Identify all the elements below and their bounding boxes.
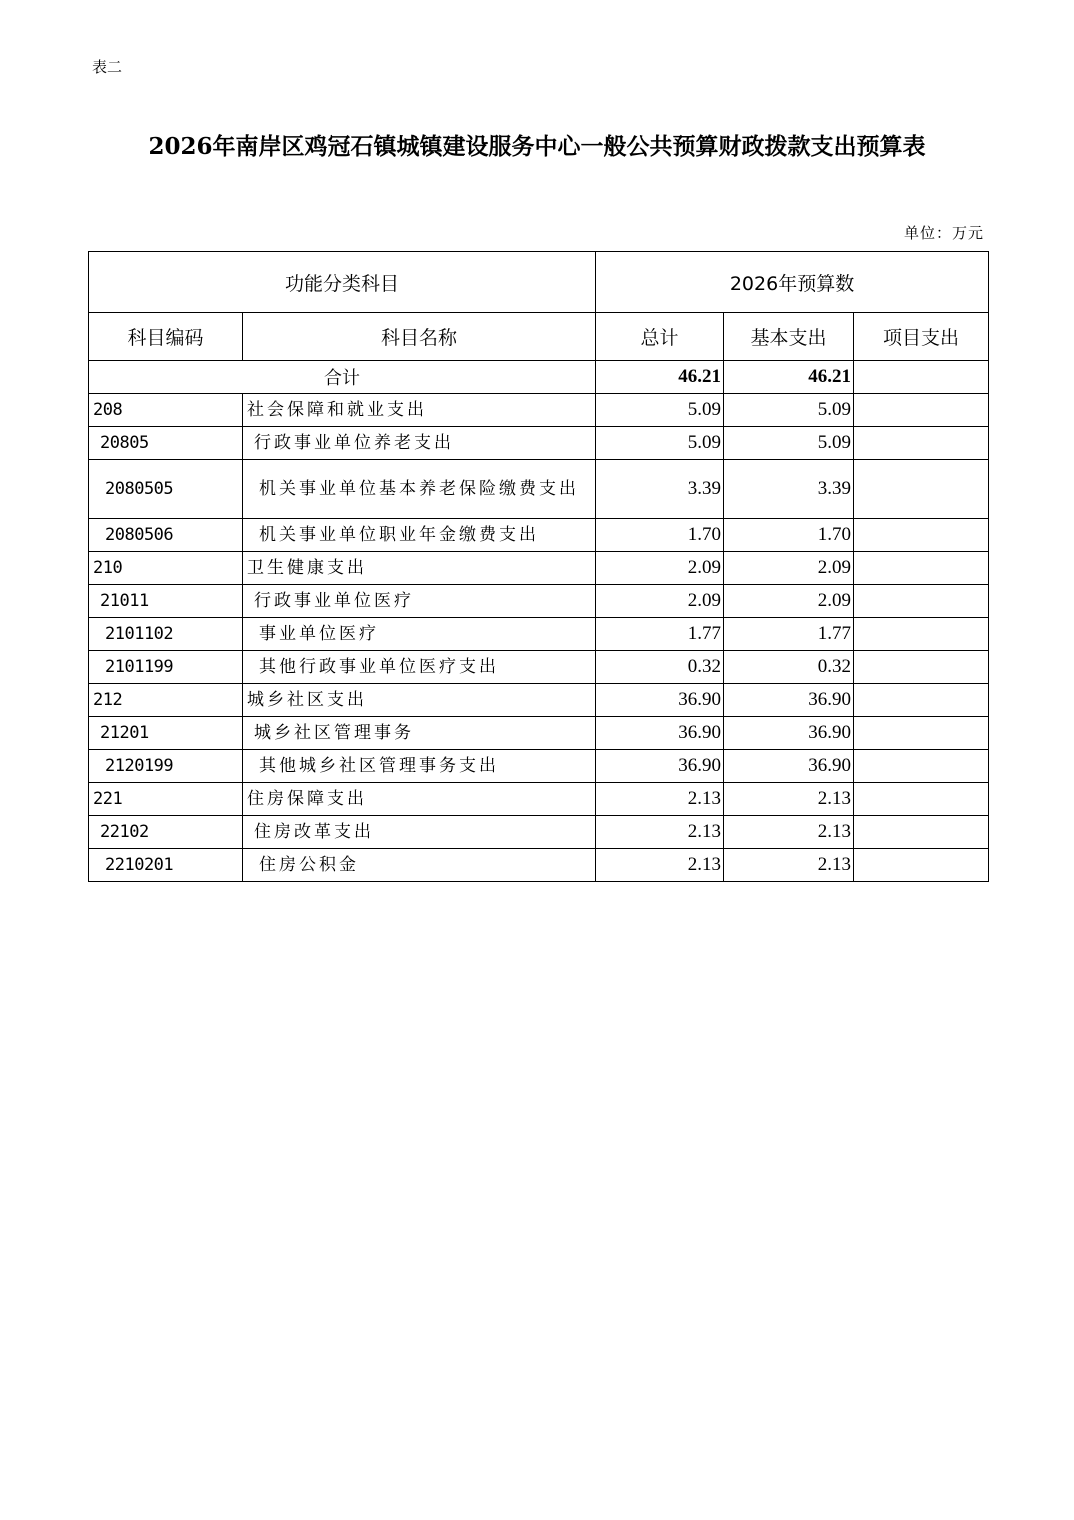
table-row [89, 816, 989, 849]
name-cell: 行政事业单位医疗 [243, 585, 596, 618]
code-cell: 22102 [89, 816, 243, 849]
project-cell [854, 684, 989, 717]
name-cell: 城乡社区支出 [243, 684, 596, 717]
basic-cell: 2.09 [724, 552, 854, 585]
basic-cell: 5.09 [724, 394, 854, 427]
total-column-header: 总计 [596, 313, 724, 361]
code-column-header: 科目编码 [89, 313, 243, 361]
code-cell: 212 [89, 684, 243, 717]
basic-cell: 1.70 [724, 519, 854, 552]
basic-column-header: 基本支出 [724, 313, 854, 361]
name-cell: 其他城乡社区管理事务支出 [243, 750, 596, 783]
project-cell [854, 750, 989, 783]
total-cell: 5.09 [596, 427, 724, 460]
table-row [89, 750, 989, 783]
code-cell: 210 [89, 552, 243, 585]
code-cell: 21201 [89, 717, 243, 750]
table-row [89, 684, 989, 717]
total-label: 合计 [89, 361, 596, 394]
project-cell [854, 519, 989, 552]
name-cell: 事业单位医疗 [243, 618, 596, 651]
total-cell: 36.90 [596, 717, 724, 750]
unit-label: 单位：万元 [903, 224, 984, 242]
total-cell: 36.90 [596, 750, 724, 783]
project-cell [854, 460, 989, 519]
total-row [89, 361, 989, 394]
name-cell: 卫生健康支出 [243, 552, 596, 585]
total-cell: 36.90 [596, 684, 724, 717]
name-cell: 城乡社区管理事务 [243, 717, 596, 750]
functional-category-header: 功能分类科目 [89, 252, 596, 313]
project-cell [854, 394, 989, 427]
name-cell: 机关事业单位职业年金缴费支出 [243, 519, 596, 552]
table-row [89, 585, 989, 618]
total-cell: 1.77 [596, 618, 724, 651]
table-label: 表二 [92, 58, 123, 76]
project-cell [854, 427, 989, 460]
basic-cell: 5.09 [724, 427, 854, 460]
basic-cell: 2.09 [724, 585, 854, 618]
name-cell: 行政事业单位养老支出 [243, 427, 596, 460]
name-cell: 住房改革支出 [243, 816, 596, 849]
project-cell [854, 585, 989, 618]
table-row [89, 717, 989, 750]
name-cell: 其他行政事业单位医疗支出 [243, 651, 596, 684]
table-row [89, 427, 989, 460]
code-cell: 2210201 [89, 849, 243, 882]
project-cell [854, 816, 989, 849]
total-cell: 2.13 [596, 783, 724, 816]
code-cell: 21011 [89, 585, 243, 618]
budget-amount-header: 2026年预算数 [596, 252, 989, 313]
total-cell: 5.09 [596, 394, 724, 427]
basic-cell: 46.21 [724, 361, 854, 394]
budget-table [88, 251, 989, 882]
project-cell [854, 552, 989, 585]
total-cell: 1.70 [596, 519, 724, 552]
name-cell: 住房保障支出 [243, 783, 596, 816]
table-row [89, 519, 989, 552]
table-row [89, 552, 989, 585]
total-cell: 2.09 [596, 585, 724, 618]
code-cell: 221 [89, 783, 243, 816]
name-column-header: 科目名称 [243, 313, 596, 361]
code-cell: 2080506 [89, 519, 243, 552]
basic-cell: 2.13 [724, 783, 854, 816]
table-row [89, 783, 989, 816]
table-row [89, 618, 989, 651]
total-cell: 0.32 [596, 651, 724, 684]
basic-cell: 36.90 [724, 750, 854, 783]
project-cell [854, 651, 989, 684]
table-row [89, 394, 989, 427]
total-cell: 2.13 [596, 816, 724, 849]
total-cell: 2.13 [596, 849, 724, 882]
project-cell [854, 717, 989, 750]
name-cell: 住房公积金 [243, 849, 596, 882]
basic-cell: 2.13 [724, 816, 854, 849]
project-cell [854, 618, 989, 651]
project-cell [854, 849, 989, 882]
code-cell: 2120199 [89, 750, 243, 783]
basic-cell: 0.32 [724, 651, 854, 684]
project-cell [854, 783, 989, 816]
basic-cell: 3.39 [724, 460, 854, 519]
table-row [89, 849, 989, 882]
name-cell: 社会保障和就业支出 [243, 394, 596, 427]
basic-cell: 2.13 [724, 849, 854, 882]
page-title: 2026年南岸区鸡冠石镇城镇建设服务中心一般公共预算财政拨款支出预算表 [148, 133, 926, 160]
table-row [89, 460, 989, 519]
table-row [89, 651, 989, 684]
total-cell: 46.21 [596, 361, 724, 394]
code-cell: 208 [89, 394, 243, 427]
basic-cell: 36.90 [724, 684, 854, 717]
group-header-row [89, 252, 989, 313]
total-cell: 2.09 [596, 552, 724, 585]
code-cell: 2101199 [89, 651, 243, 684]
code-cell: 20805 [89, 427, 243, 460]
code-cell: 2080505 [89, 460, 243, 519]
code-cell: 2101102 [89, 618, 243, 651]
basic-cell: 1.77 [724, 618, 854, 651]
project-column-header: 项目支出 [854, 313, 989, 361]
column-header-row [89, 313, 989, 361]
project-cell [854, 361, 989, 394]
total-cell: 3.39 [596, 460, 724, 519]
basic-cell: 36.90 [724, 717, 854, 750]
name-cell: 机关事业单位基本养老保险缴费支出 [243, 460, 596, 519]
